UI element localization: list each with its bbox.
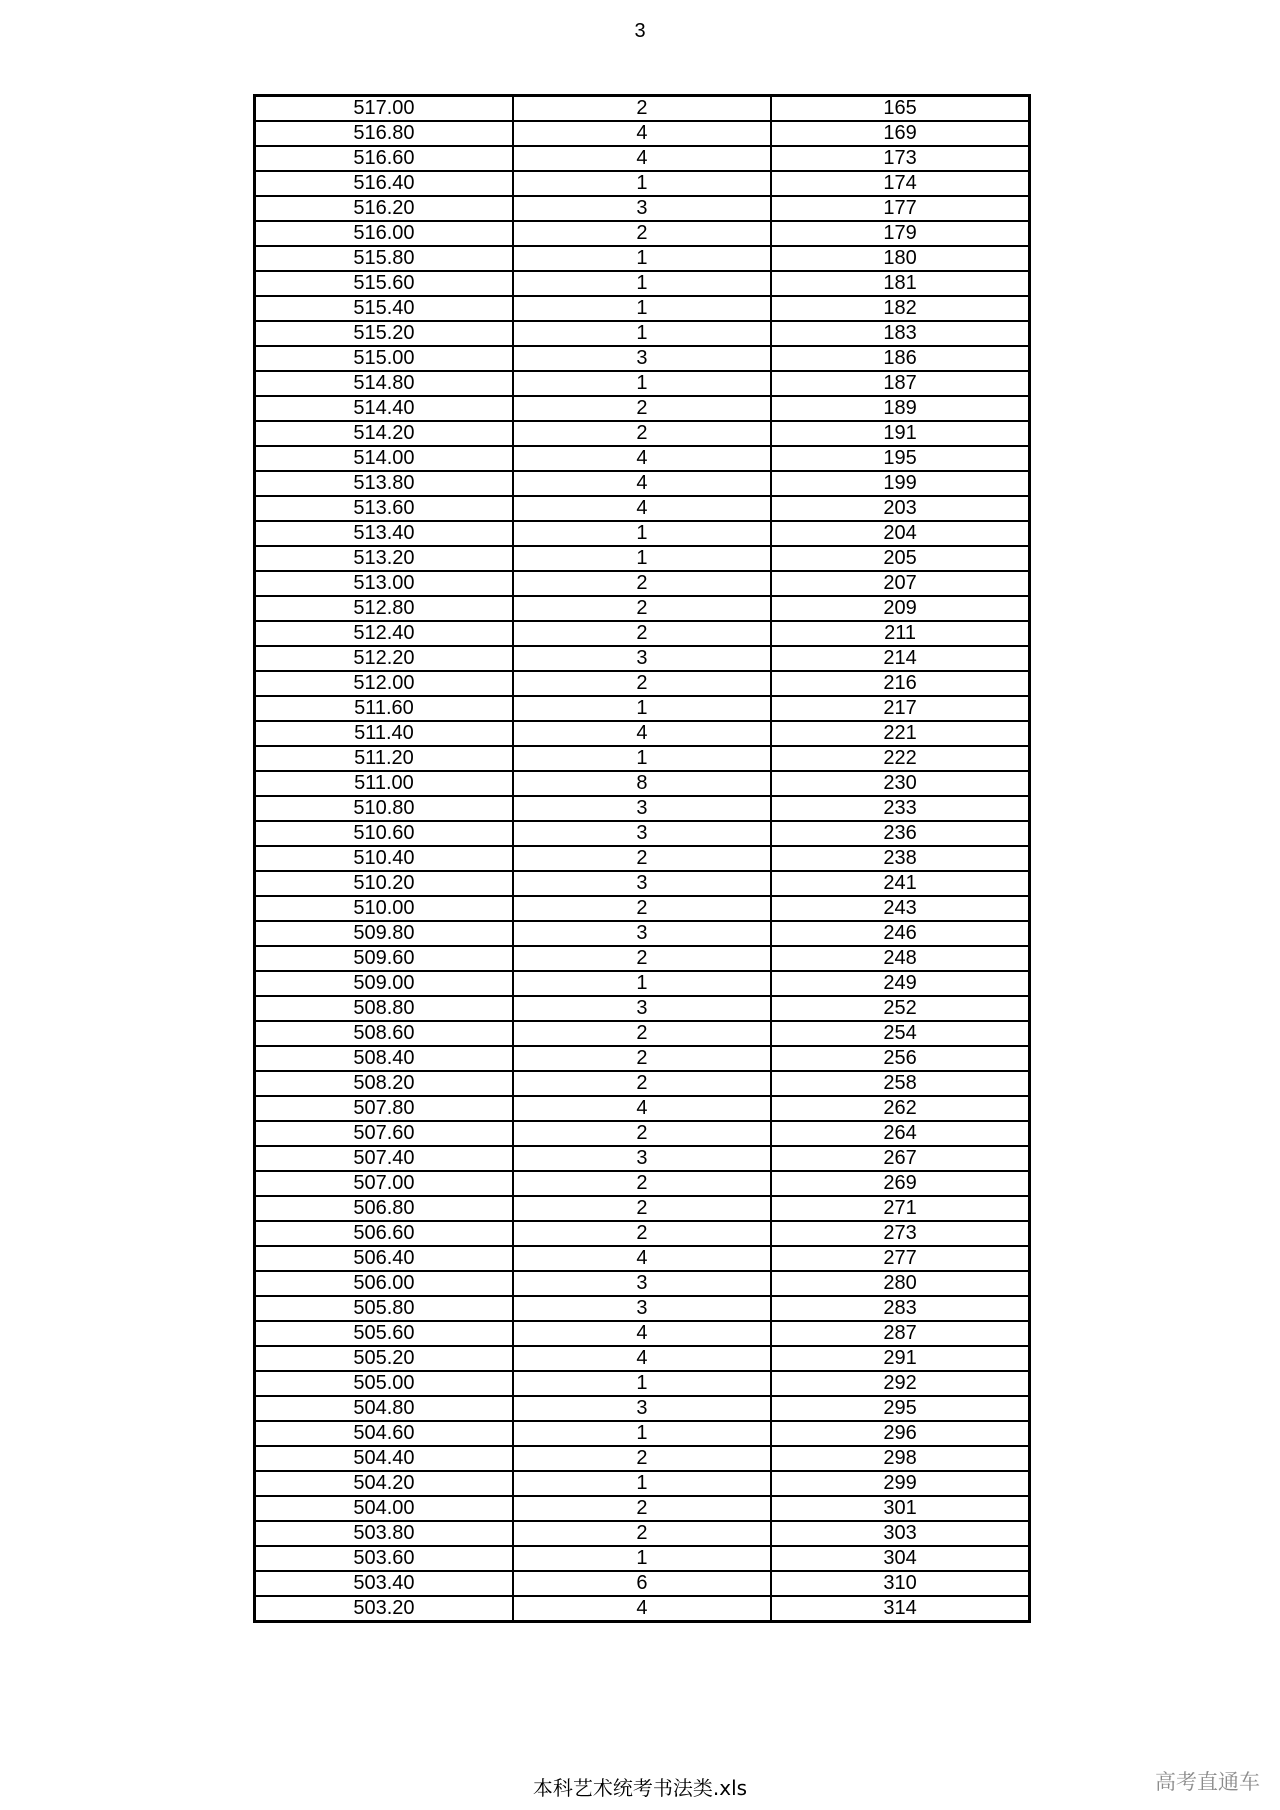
table-row [255, 1021, 1030, 1046]
footer-filename: 本科艺术统考书法类.xls [532, 1776, 748, 1800]
cumulative-cell: 217 [771, 696, 1029, 721]
cumulative-cell: 249 [771, 971, 1029, 996]
cumulative-cell: 179 [771, 221, 1029, 246]
cumulative-cell: 314 [771, 1596, 1029, 1622]
count-cell: 2 [513, 621, 771, 646]
cumulative-cell: 209 [771, 596, 1029, 621]
score-cell: 503.60 [255, 1546, 513, 1571]
cumulative-cell: 186 [771, 346, 1029, 371]
table-row [255, 1546, 1030, 1571]
table-row [255, 596, 1030, 621]
score-cell: 506.60 [255, 1221, 513, 1246]
score-table-body [255, 96, 1030, 1622]
table-row [255, 1196, 1030, 1221]
cumulative-cell: 165 [771, 96, 1029, 122]
count-cell: 2 [513, 421, 771, 446]
table-row [255, 1096, 1030, 1121]
score-cell: 506.80 [255, 1196, 513, 1221]
cumulative-cell: 195 [771, 446, 1029, 471]
table-row [255, 296, 1030, 321]
score-cell: 510.20 [255, 871, 513, 896]
table-row [255, 496, 1030, 521]
score-cell: 514.00 [255, 446, 513, 471]
score-cell: 507.40 [255, 1146, 513, 1171]
count-cell: 2 [513, 1121, 771, 1146]
table-row [255, 271, 1030, 296]
cumulative-cell: 230 [771, 771, 1029, 796]
table-row [255, 346, 1030, 371]
cumulative-cell: 182 [771, 296, 1029, 321]
score-cell: 508.80 [255, 996, 513, 1021]
count-cell: 2 [513, 946, 771, 971]
table-row [255, 971, 1030, 996]
score-cell: 509.60 [255, 946, 513, 971]
count-cell: 3 [513, 1396, 771, 1421]
count-cell: 4 [513, 496, 771, 521]
score-cell: 505.60 [255, 1321, 513, 1346]
table-row [255, 1496, 1030, 1521]
count-cell: 2 [513, 1196, 771, 1221]
score-cell: 506.40 [255, 1246, 513, 1271]
cumulative-cell: 273 [771, 1221, 1029, 1246]
cumulative-cell: 291 [771, 1346, 1029, 1371]
score-cell: 508.40 [255, 1046, 513, 1071]
count-cell: 1 [513, 696, 771, 721]
count-cell: 3 [513, 921, 771, 946]
score-cell: 506.00 [255, 1271, 513, 1296]
score-cell: 517.00 [255, 96, 513, 122]
score-cell: 510.40 [255, 846, 513, 871]
score-cell: 512.20 [255, 646, 513, 671]
count-cell: 2 [513, 1521, 771, 1546]
cumulative-cell: 191 [771, 421, 1029, 446]
cumulative-cell: 233 [771, 796, 1029, 821]
cumulative-cell: 174 [771, 171, 1029, 196]
cumulative-cell: 264 [771, 1121, 1029, 1146]
count-cell: 2 [513, 1071, 771, 1096]
score-cell: 505.20 [255, 1346, 513, 1371]
cumulative-cell: 221 [771, 721, 1029, 746]
count-cell: 2 [513, 1221, 771, 1246]
table-row [255, 146, 1030, 171]
score-cell: 511.40 [255, 721, 513, 746]
count-cell: 4 [513, 446, 771, 471]
count-cell: 1 [513, 746, 771, 771]
cumulative-cell: 269 [771, 1171, 1029, 1196]
count-cell: 3 [513, 796, 771, 821]
count-cell: 1 [513, 171, 771, 196]
watermark: 高考直通车 [1155, 1770, 1260, 1794]
cumulative-cell: 248 [771, 946, 1029, 971]
score-cell: 510.00 [255, 896, 513, 921]
score-cell: 509.00 [255, 971, 513, 996]
table-row [255, 921, 1030, 946]
count-cell: 4 [513, 471, 771, 496]
table-row [255, 1146, 1030, 1171]
cumulative-cell: 204 [771, 521, 1029, 546]
cumulative-cell: 211 [771, 621, 1029, 646]
score-table [253, 94, 1031, 1623]
score-cell: 513.00 [255, 571, 513, 596]
count-cell: 2 [513, 221, 771, 246]
score-cell: 509.80 [255, 921, 513, 946]
table-row [255, 421, 1030, 446]
cumulative-cell: 189 [771, 396, 1029, 421]
score-cell: 515.40 [255, 296, 513, 321]
table-row [255, 121, 1030, 146]
table-row [255, 746, 1030, 771]
count-cell: 2 [513, 96, 771, 122]
score-cell: 512.80 [255, 596, 513, 621]
table-row [255, 771, 1030, 796]
score-cell: 514.20 [255, 421, 513, 446]
page-number: 3 [634, 20, 646, 42]
count-cell: 6 [513, 1571, 771, 1596]
count-cell: 4 [513, 721, 771, 746]
score-cell: 504.20 [255, 1471, 513, 1496]
count-cell: 4 [513, 1321, 771, 1346]
cumulative-cell: 303 [771, 1521, 1029, 1546]
table-row [255, 671, 1030, 696]
score-cell: 514.80 [255, 371, 513, 396]
score-cell: 513.40 [255, 521, 513, 546]
score-cell: 504.00 [255, 1496, 513, 1521]
score-cell: 515.20 [255, 321, 513, 346]
table-row [255, 696, 1030, 721]
table-row [255, 1271, 1030, 1296]
count-cell: 2 [513, 1021, 771, 1046]
count-cell: 3 [513, 646, 771, 671]
cumulative-cell: 241 [771, 871, 1029, 896]
score-cell: 512.40 [255, 621, 513, 646]
score-cell: 510.80 [255, 796, 513, 821]
count-cell: 1 [513, 1421, 771, 1446]
count-cell: 4 [513, 1096, 771, 1121]
table-row [255, 1446, 1030, 1471]
score-cell: 512.00 [255, 671, 513, 696]
count-cell: 2 [513, 596, 771, 621]
score-cell: 514.40 [255, 396, 513, 421]
count-cell: 4 [513, 1346, 771, 1371]
cumulative-cell: 283 [771, 1296, 1029, 1321]
table-row [255, 1346, 1030, 1371]
table-row [255, 546, 1030, 571]
count-cell: 1 [513, 1371, 771, 1396]
score-cell: 508.20 [255, 1071, 513, 1096]
table-row [255, 371, 1030, 396]
count-cell: 1 [513, 371, 771, 396]
cumulative-cell: 295 [771, 1396, 1029, 1421]
cumulative-cell: 277 [771, 1246, 1029, 1271]
cumulative-cell: 254 [771, 1021, 1029, 1046]
count-cell: 2 [513, 896, 771, 921]
table-row [255, 1571, 1030, 1596]
score-cell: 513.60 [255, 496, 513, 521]
table-row [255, 521, 1030, 546]
cumulative-cell: 222 [771, 746, 1029, 771]
cumulative-cell: 252 [771, 996, 1029, 1021]
table-row [255, 646, 1030, 671]
score-cell: 511.20 [255, 746, 513, 771]
score-cell: 516.40 [255, 171, 513, 196]
score-cell: 516.20 [255, 196, 513, 221]
count-cell: 3 [513, 1271, 771, 1296]
cumulative-cell: 292 [771, 1371, 1029, 1396]
score-cell: 507.60 [255, 1121, 513, 1146]
table-row [255, 1396, 1030, 1421]
cumulative-cell: 301 [771, 1496, 1029, 1521]
cumulative-cell: 173 [771, 146, 1029, 171]
table-row [255, 171, 1030, 196]
table-row [255, 196, 1030, 221]
score-cell: 513.20 [255, 546, 513, 571]
count-cell: 3 [513, 996, 771, 1021]
score-cell: 508.60 [255, 1021, 513, 1046]
count-cell: 2 [513, 571, 771, 596]
table-row [255, 446, 1030, 471]
count-cell: 1 [513, 1546, 771, 1571]
cumulative-cell: 258 [771, 1071, 1029, 1096]
cumulative-cell: 216 [771, 671, 1029, 696]
table-row [255, 796, 1030, 821]
cumulative-cell: 256 [771, 1046, 1029, 1071]
table-row [255, 896, 1030, 921]
count-cell: 2 [513, 1496, 771, 1521]
score-cell: 510.60 [255, 821, 513, 846]
table-row [255, 1521, 1030, 1546]
table-row [255, 1321, 1030, 1346]
cumulative-cell: 177 [771, 196, 1029, 221]
count-cell: 1 [513, 271, 771, 296]
cumulative-cell: 169 [771, 121, 1029, 146]
count-cell: 3 [513, 1146, 771, 1171]
score-cell: 516.00 [255, 221, 513, 246]
count-cell: 2 [513, 846, 771, 871]
cumulative-cell: 199 [771, 471, 1029, 496]
count-cell: 1 [513, 971, 771, 996]
table-row [255, 1596, 1030, 1622]
score-cell: 504.40 [255, 1446, 513, 1471]
cumulative-cell: 298 [771, 1446, 1029, 1471]
count-cell: 1 [513, 321, 771, 346]
table-row [255, 246, 1030, 271]
table-row [255, 1421, 1030, 1446]
score-cell: 515.60 [255, 271, 513, 296]
table-row [255, 396, 1030, 421]
table-row [255, 471, 1030, 496]
cumulative-cell: 238 [771, 846, 1029, 871]
count-cell: 3 [513, 821, 771, 846]
cumulative-cell: 271 [771, 1196, 1029, 1221]
score-cell: 516.60 [255, 146, 513, 171]
table-row [255, 821, 1030, 846]
count-cell: 1 [513, 246, 771, 271]
score-cell: 515.80 [255, 246, 513, 271]
cumulative-cell: 243 [771, 896, 1029, 921]
cumulative-cell: 310 [771, 1571, 1029, 1596]
count-cell: 1 [513, 296, 771, 321]
cumulative-cell: 267 [771, 1146, 1029, 1171]
table-row [255, 221, 1030, 246]
cumulative-cell: 205 [771, 546, 1029, 571]
table-row [255, 571, 1030, 596]
cumulative-cell: 181 [771, 271, 1029, 296]
table-row [255, 721, 1030, 746]
cumulative-cell: 299 [771, 1471, 1029, 1496]
table-row [255, 846, 1030, 871]
score-cell: 503.40 [255, 1571, 513, 1596]
count-cell: 1 [513, 521, 771, 546]
cumulative-cell: 296 [771, 1421, 1029, 1446]
count-cell: 4 [513, 1596, 771, 1622]
count-cell: 3 [513, 346, 771, 371]
table-row [255, 1046, 1030, 1071]
score-cell: 511.60 [255, 696, 513, 721]
count-cell: 2 [513, 1046, 771, 1071]
score-cell: 515.00 [255, 346, 513, 371]
count-cell: 8 [513, 771, 771, 796]
table-row [255, 996, 1030, 1021]
table-row [255, 1296, 1030, 1321]
count-cell: 2 [513, 1171, 771, 1196]
cumulative-cell: 262 [771, 1096, 1029, 1121]
cumulative-cell: 203 [771, 496, 1029, 521]
count-cell: 4 [513, 146, 771, 171]
score-cell: 507.80 [255, 1096, 513, 1121]
count-cell: 3 [513, 871, 771, 896]
count-cell: 4 [513, 121, 771, 146]
cumulative-cell: 207 [771, 571, 1029, 596]
score-cell: 505.00 [255, 1371, 513, 1396]
count-cell: 1 [513, 1471, 771, 1496]
count-cell: 2 [513, 671, 771, 696]
table-row [255, 1371, 1030, 1396]
score-cell: 511.00 [255, 771, 513, 796]
cumulative-cell: 183 [771, 321, 1029, 346]
table-row [255, 946, 1030, 971]
count-cell: 4 [513, 1246, 771, 1271]
cumulative-cell: 280 [771, 1271, 1029, 1296]
cumulative-cell: 287 [771, 1321, 1029, 1346]
score-cell: 504.60 [255, 1421, 513, 1446]
score-cell: 503.80 [255, 1521, 513, 1546]
cumulative-cell: 187 [771, 371, 1029, 396]
cumulative-cell: 236 [771, 821, 1029, 846]
score-cell: 516.80 [255, 121, 513, 146]
count-cell: 3 [513, 196, 771, 221]
cumulative-cell: 180 [771, 246, 1029, 271]
table-row [255, 1471, 1030, 1496]
cumulative-cell: 246 [771, 921, 1029, 946]
cumulative-cell: 214 [771, 646, 1029, 671]
table-row [255, 1221, 1030, 1246]
table-row [255, 321, 1030, 346]
count-cell: 1 [513, 546, 771, 571]
score-cell: 504.80 [255, 1396, 513, 1421]
cumulative-cell: 304 [771, 1546, 1029, 1571]
count-cell: 2 [513, 1446, 771, 1471]
table-row [255, 96, 1030, 122]
table-row [255, 1171, 1030, 1196]
score-cell: 507.00 [255, 1171, 513, 1196]
table-row [255, 1071, 1030, 1096]
table-row [255, 1121, 1030, 1146]
score-cell: 503.20 [255, 1596, 513, 1622]
count-cell: 2 [513, 396, 771, 421]
score-cell: 505.80 [255, 1296, 513, 1321]
table-row [255, 1246, 1030, 1271]
table-row [255, 621, 1030, 646]
table-row [255, 871, 1030, 896]
count-cell: 3 [513, 1296, 771, 1321]
score-cell: 513.80 [255, 471, 513, 496]
